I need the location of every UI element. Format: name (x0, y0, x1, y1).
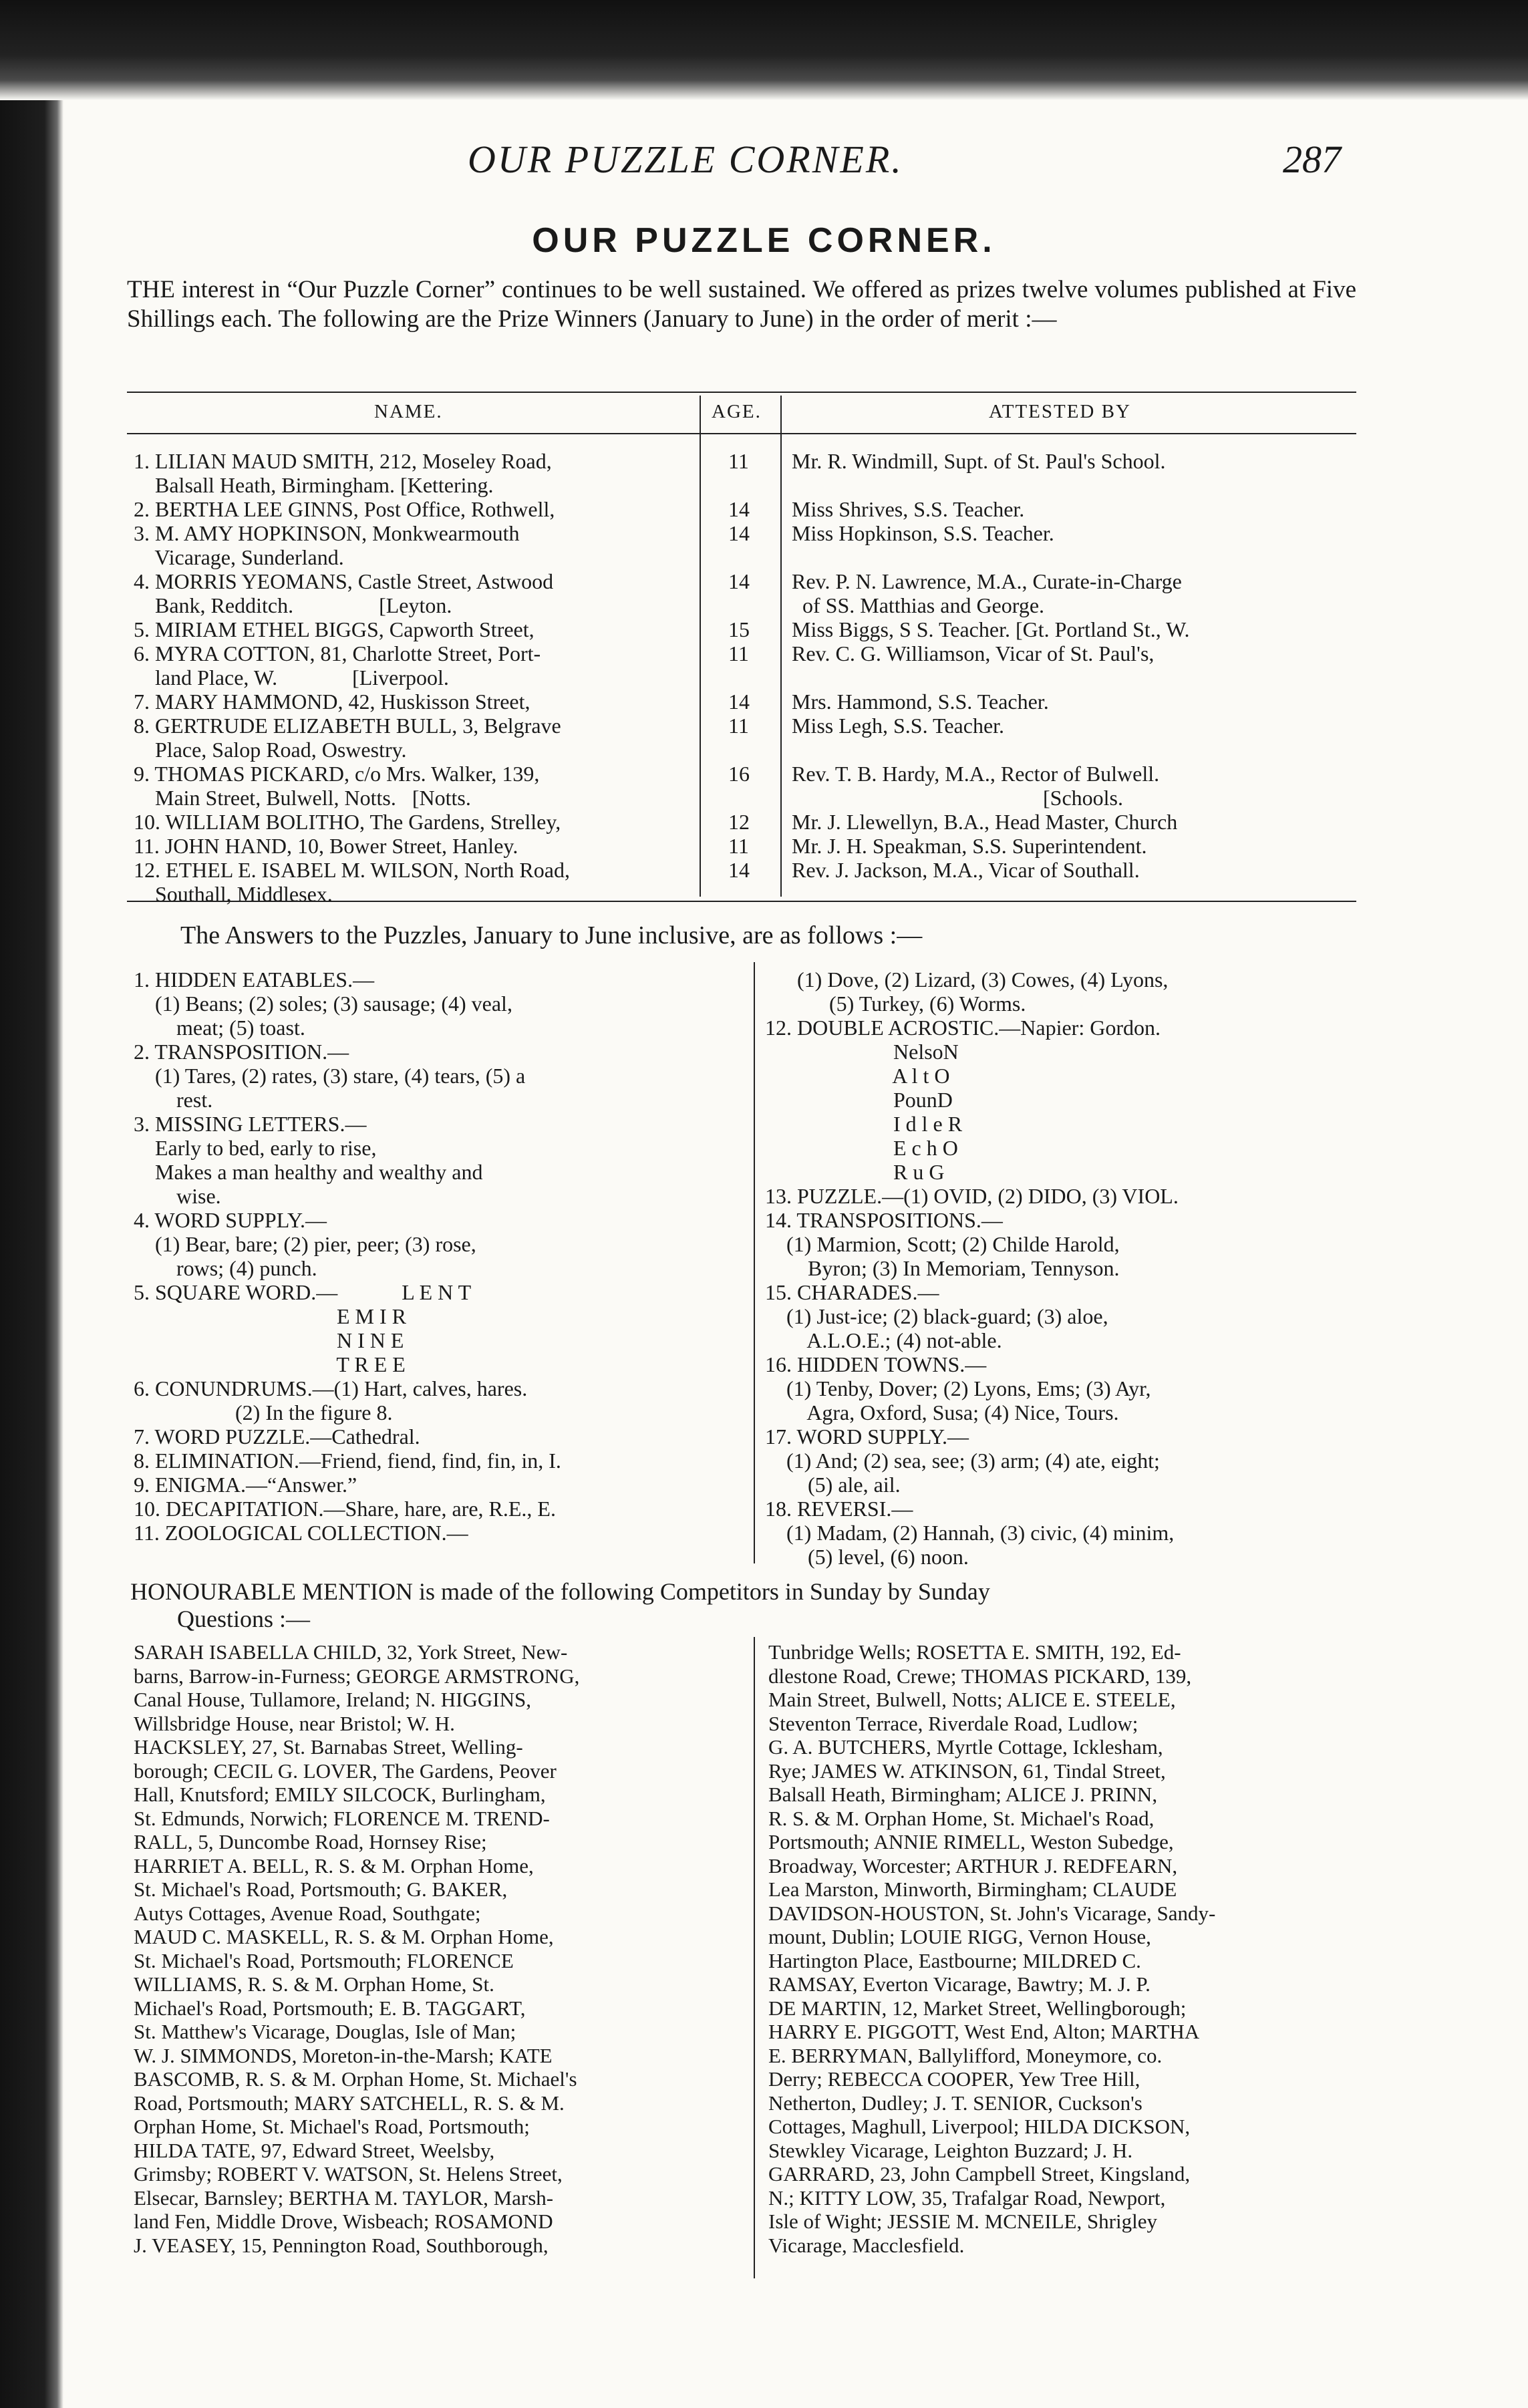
answers-left-column: 1. HIDDEN EATABLES.— (1) Beans; (2) soles; (3) sausage; (4) veal, meat; (5) toast. 2. TRANSPOSITION.— (1) Tares, (2) rates, (3) stare, (4) tears, (5) a rest. 3. MISSING LETTERS.— Early to bed, early to rise, Makes a man healthy and wealthy and wise. 4. WORD SUPPLY.— (1) Bear, bare; (2) pier, peer; (3) rose, rows; (4) punch. 5. SQUARE WORD.— L E N T E M I R N I N E T R E E 6. CONUNDRUMS.—(1) Hart, calves, hares. (2) In the figure 8. 7. WORD PUZZLE.—Cathedral. 8. ELIMINATION.—Friend, fiend, find, fin, in, I. 9. ENIGMA.—“Answer.” 10. DECAPITATION.—Share, hare, are, R.E., E. 11. ZOOLOGICAL COLLECTION.— (134, 967, 561, 1545)
answers-right-column: (1) Dove, (2) Lizard, (3) Cowes, (4) Lyons, (5) Turkey, (6) Worms. 12. DOUBLE ACROSTIC.—Napier: Gordon. NelsoN A l t O PounD I d l e R E c h O R u G 13. PUZZLE.—(1) OVID, (2) DIDO, (3) VIOL. 14. TRANSPOSITIONS.— (1) Marmion, Scott; (2) Childe Harold, Byron; (3) In Memoriam, Tennyson. 15. CHARADES.— (1) Just-ice; (2) black-guard; (3) aloe, A.L.O.E.; (4) not-able. 16. HIDDEN TOWNS.— (1) Tenby, Dover; (2) Lyons, Ems; (3) Ayr, Agra, Oxford, Susa; (4) Nice, Tours. 17. WORD SUPPLY.— (1) And; (2) sea, see; (3) arm; (4) ate, eight; (5) ale, ail. 18. REVERSI.— (1) Madam, (2) Hannah, (3) civic, (4) minim, (5) level, (6) noon. (765, 967, 1179, 1569)
header-name: NAME. (374, 401, 443, 422)
intro-paragraph: THE interest in “Our Puzzle Corner” continues to be well sustained. We offered as prizes twelve volumes published at Five Shillings each. The following are the Prize Winners (January to June) in the order of merit :— (127, 276, 1356, 333)
page-title: OUR PUZZLE CORNER. (532, 221, 996, 260)
honourable-left-column: SARAH ISABELLA CHILD, 32, York Street, New- barns, Barrow-in-Furness; GEORGE ARMSTRONG, Canal House, Tullamore, Ireland; N. HIGGINS, Willsbridge House, near Bristol; W. H. HACKSLEY, 27, St. Barnabas Street, Welling- borough; CECIL G. LOVER, The Gardens, Peover Hall, Knutsford; EMILY SILCOCK, Burlingham, St. Edmunds, Norwich; FLORENCE M. TREND- RALL, 5, Duncombe Road, Hornsey Rise; HARRIET A. BELL, R. S. & M. Orphan Home, St. Michael's Road, Portsmouth; G. BAKER, Autys Cottages, Avenue Road, Southgate; MAUD C. MASKELL, R. S. & M. Orphan Home, St. Michael's Road, Portsmouth; FLORENCE WILLIAMS, R. S. & M. Orphan Home, St. Michael's Road, Portsmouth; E. B. TAGGART, St. Matthew's Vicarage, Douglas, Isle of Man; W. J. SIMMONDS, Moreton-in-the-Marsh; KATE BASCOMB, R. S. & M. Orphan Home, St. Michael's Road, Portsmouth; MARY SATCHELL, R. S. & M. Orphan Home, St. Michael's Road, Portsmouth; HILDA TATE, 97, Edward Street, Weelsby, Grimsby; ROBERT V. WATSON, St. Helens Street, Elsecar, Barnsley; BERTHA M. TAYLOR, Marsh- land Fen, Middle Drove, Wisbeach; ROSAMOND J. VEASEY, 15, Pennington Road, Southborough, (134, 1640, 580, 2257)
header-attested: ATTESTED BY (989, 401, 1131, 422)
table-header-rule (127, 433, 1356, 434)
answers-column-divider (754, 962, 755, 1563)
running-title: OUR PUZZLE CORNER. (468, 138, 903, 181)
honourable-column-divider (754, 1637, 755, 2278)
honourable-right-column: Tunbridge Wells; ROSETTA E. SMITH, 192, Ed- dlestone Road, Crewe; THOMAS PICKARD, 139, Main Street, Bulwell, Notts; ALICE E. STEELE, Steventon Terrace, Riverdale Road, Ludlow; G. A. BUTCHERS, Myrtle Cottage, Icklesham, Rye; JAMES W. ATKINSON, 61, Tindal Street, Balsall Heath, Birmingham; ALICE J. PRINN, R. S. & M. Orphan Home, St. Michael's Road, Portsmouth; ANNIE RIMELL, Weston Subedge, Broadway, Worcester; ARTHUR J. REDFEARN, Lea Marston, Minworth, Birmingham; CLAUDE DAVIDSON-HOUSTON, St. John's Vicarage, Sandy- mount, Dublin; LOUIE RIGG, Vernon House, Hartington Place, Eastbourne; MILDRED C. RAMSAY, Everton Vicarage, Bawtry; M. J. P. DE MARTIN, 12, Market Street, Wellingborough; HARRY E. PIGGOTT, West End, Alton; MARTHA E. BERRYMAN, Ballylifford, Moneymore, co. Derry; REBECCA COOPER, Yew Tree Hill, Netherton, Dudley; J. T. SENIOR, Cuckson's Cottages, Maghull, Liverpool; HILDA DICKSON, Stewkley Vicarage, Leighton Buzzard; J. H. GARRARD, 23, John Campbell Street, Kingsland, N.; KITTY LOW, 35, Trafalgar Road, Newport, Isle of Wight; JESSIE M. MCNEILE, Shrigley Vicarage, Macclesfield. (768, 1640, 1216, 2257)
page-number: 287 (1283, 138, 1341, 181)
table-top-rule (127, 392, 1356, 393)
scan-spine-shadow (0, 100, 63, 2408)
honourable-mention-continuation: Questions :— (177, 1606, 311, 1632)
answers-intro: The Answers to the Puzzles, January to June inclusive, are as follows :— (180, 921, 923, 949)
table-bottom-rule (127, 901, 1356, 902)
table-divider-age (780, 396, 782, 897)
table-ages: 11 14 14 14 15 11 14 11 16 12 11 14 (728, 449, 750, 882)
header-age: AGE. (712, 401, 762, 422)
table-divider-name (700, 396, 701, 897)
honourable-mention-heading: HONOURABLE MENTION is made of the following Competitors in Sunday by Sunday (130, 1578, 990, 1605)
table-names: 1. LILIAN MAUD SMITH, 212, Moseley Road, Balsall Heath, Birmingham. [Kettering. 2. BERTHA LEE GINNS, Post Office, Rothwell, 3. M. AMY HOPKINSON, Monkwearmouth Vicarage, Sunderland. 4. MORRIS YEOMANS, Castle Street, Astwood Bank, Redditch. [Leyton. 5. MIRIAM ETHEL BIGGS, Capworth Street, 6. MYRA COTTON, 81, Charlotte Street, Port- land Place, W. [Liverpool. 7. MARY HAMMOND, 42, Huskisson Street, 8. GERTRUDE ELIZABETH BULL, 3, Belgrave Place, Salop Road, Oswestry. 9. THOMAS PICKARD, c/o Mrs. Walker, 139, Main Street, Bulwell, Notts. [Notts. 10. WILLIAM BOLITHO, The Gardens, Strelley, 11. JOHN HAND, 10, Bower Street, Hanley. 12. ETHEL E. ISABEL M. WILSON, North Road, Southall, Middlesex. (134, 449, 570, 906)
scan-top-band (0, 0, 1528, 100)
table-attested: Mr. R. Windmill, Supt. of St. Paul's School. Miss Shrives, S.S. Teacher. Miss Hopkinson, S.S. Teacher. Rev. P. N. Lawrence, M.A., Curate-in-Charge of SS. Matthias and George. Miss Biggs, S S. Teacher. [Gt. Portland St., W. Rev. C. G. Williamson, Vicar of St. Paul's, Mrs. Hammond, S.S. Teacher. Miss Legh, S.S. Teacher. Rev. T. B. Hardy, M.A., Rector of Bulwell. [Schools. Mr. J. Llewellyn, B.A., Head Master, Church Mr. J. H. Speakman, S.S. Superintendent. Rev. J. Jackson, M.A., Vicar of Southall. (792, 449, 1190, 882)
